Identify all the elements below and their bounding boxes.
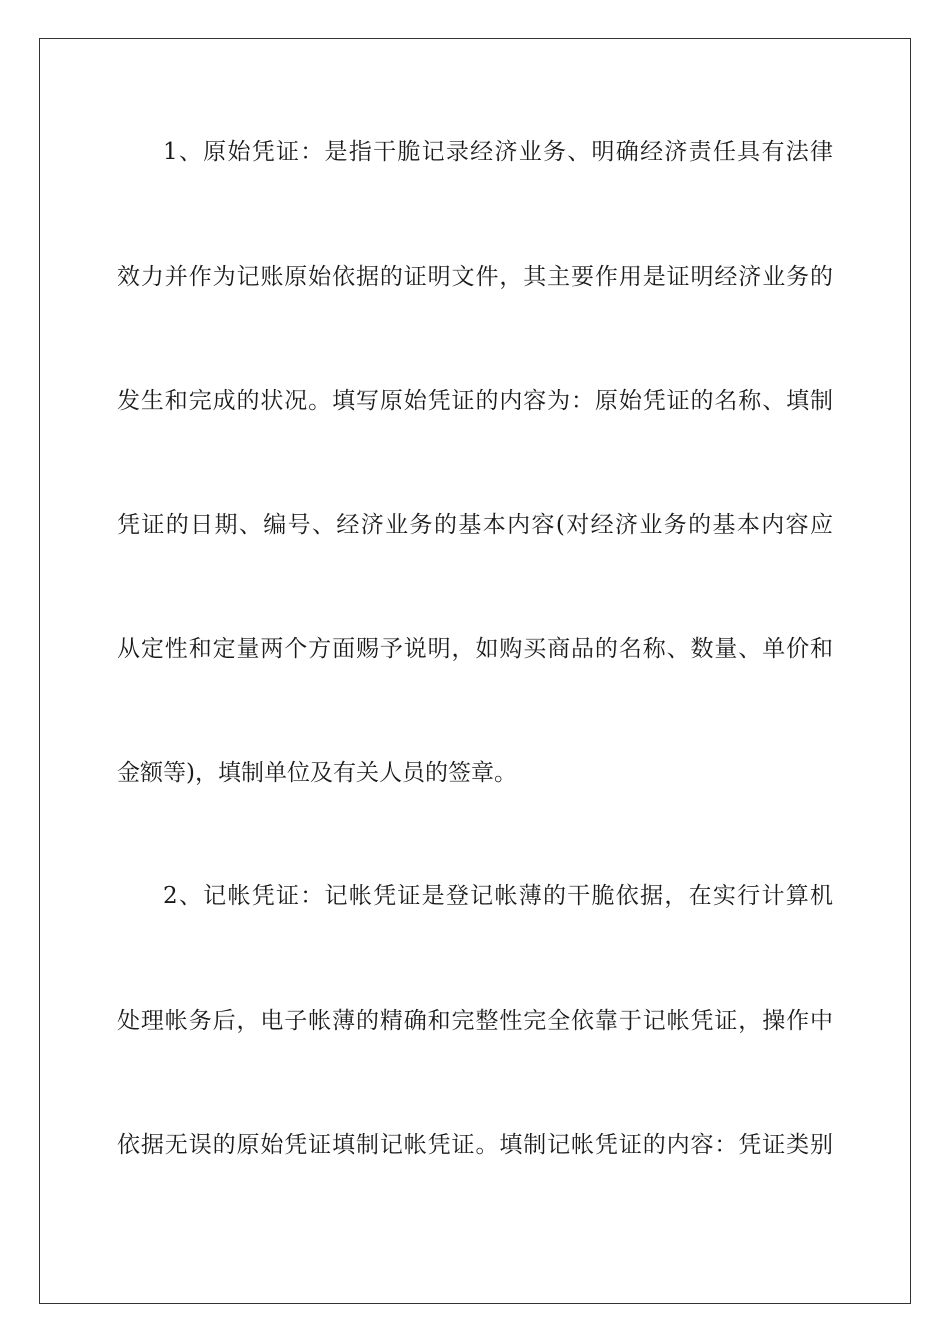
paragraph-1-line-1: 1、原始凭证：是指干脆记录经济业务、明确经济责任具有法律 xyxy=(163,139,833,165)
paragraph-2-line-1: 2、记帐凭证：记帐凭证是登记帐薄的干脆依据，在实行计算机 xyxy=(163,883,833,909)
paragraph-2-line-2: 处理帐务后，电子帐薄的精确和完整性完全依靠于记帐凭证，操作中 xyxy=(117,1008,833,1034)
paragraph-1-line-3: 发生和完成的状况。填写原始凭证的内容为：原始凭证的名称、填制 xyxy=(117,388,833,414)
paragraph-1-line-4: 凭证的日期、编号、经济业务的基本内容(对经济业务的基本内容应 xyxy=(117,512,833,538)
paragraph-1-line-5: 从定性和定量两个方面赐予说明，如购买商品的名称、数量、单价和 xyxy=(117,636,833,662)
paragraph-2-line-3: 依据无误的原始凭证填制记帐凭证。填制记帐凭证的内容：凭证类别 xyxy=(117,1132,833,1158)
paragraph-1-line-6: 金额等)，填制单位及有关人员的签章。 xyxy=(117,760,517,786)
page-border xyxy=(39,38,911,1304)
paragraph-1-line-2: 效力并作为记账原始依据的证明文件，其主要作用是证明经济业务的 xyxy=(117,264,833,290)
